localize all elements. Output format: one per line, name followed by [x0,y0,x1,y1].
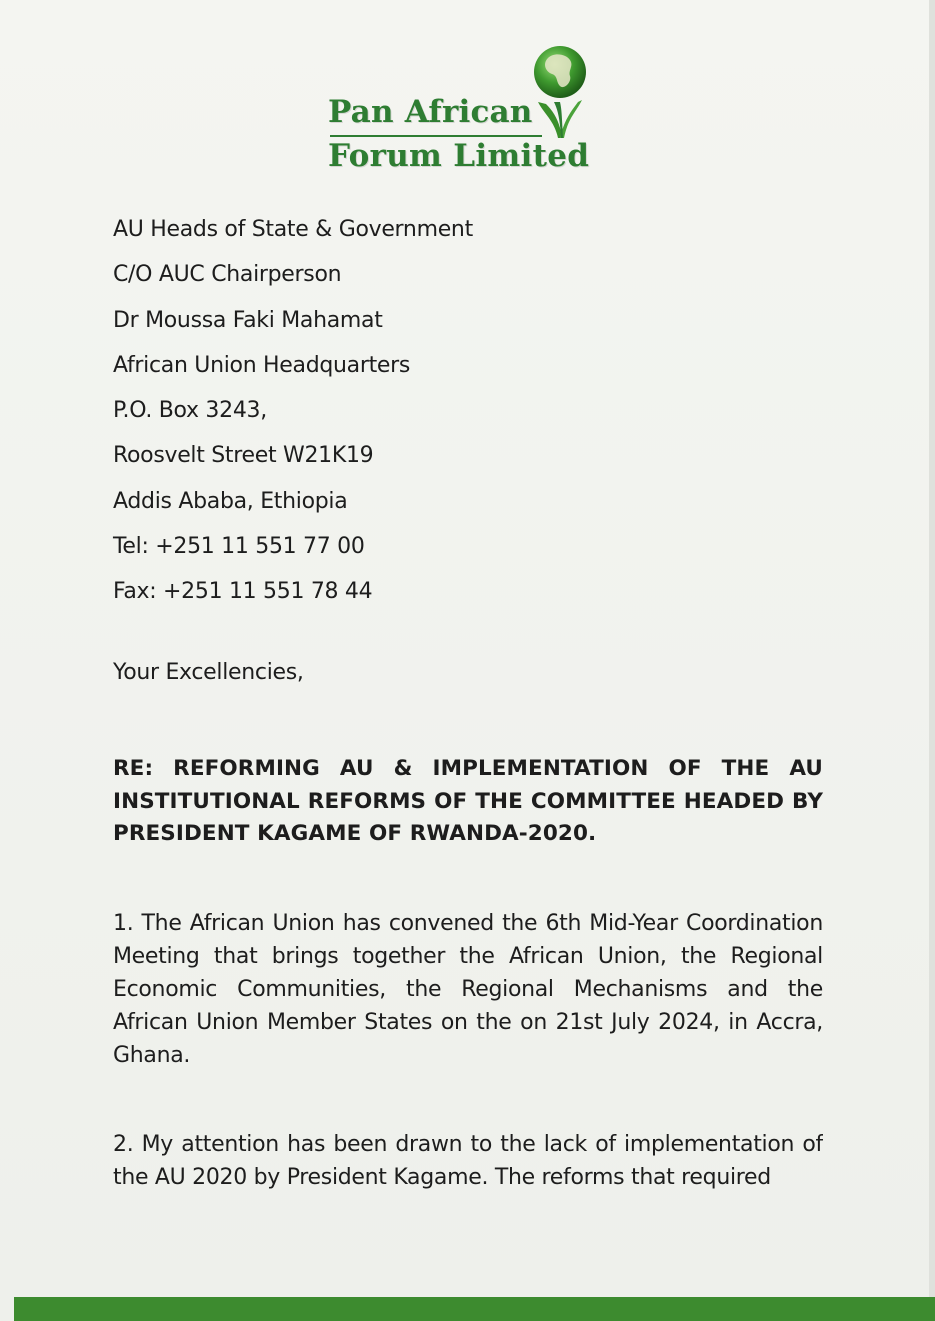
address-line: African Union Headquarters [113,352,411,378]
globe-icon [524,42,594,142]
subject-line: RE: REFORMING AU & IMPLEMENTATION OF THE AU INSTITUTIONAL REFORMS OF THE COMMITTEE HEADED BY PRESIDENT KAGAME OF RWANDA-2020. [113,756,823,846]
footer-bar [14,1297,935,1321]
recipient-address [113,207,473,615]
letterhead-line-2: Forum Limited [328,138,590,174]
letterhead-divider [330,135,542,137]
address-line: C/O AUC Chairperson [113,262,342,288]
body-paragraph-2: 2. My attention has been drawn to the lack of implementation of the AU 2020 by President Kagame. The reforms that required [113,1132,823,1190]
address-line: P.O. Box 3243, [113,398,267,424]
address-line: Tel: +251 11 551 77 00 [113,534,365,560]
address-line: Roosvelt Street W21K19 [113,443,374,469]
address-line: Dr Moussa Faki Mahamat [113,307,383,333]
address-line: Fax: +251 11 551 78 44 [113,579,373,605]
address-line: Addis Ababa, Ethiopia [113,488,348,514]
page-edge-shadow [929,0,935,1321]
letterhead-line-1: Pan African [328,94,533,130]
salutation: Your Excellencies, [113,660,304,685]
letterhead-logo [328,42,608,182]
body-paragraph-1: 1. The African Union has convened the 6th Mid-Year Coordination Meeting that brings together the African Union, the Regional Economic Communities, the Regional Mechanisms and the African Union Member States on the on 21st July 2024, in Accra, Ghana. [113,911,823,1068]
address-line: AU Heads of State & Government [113,217,473,242]
